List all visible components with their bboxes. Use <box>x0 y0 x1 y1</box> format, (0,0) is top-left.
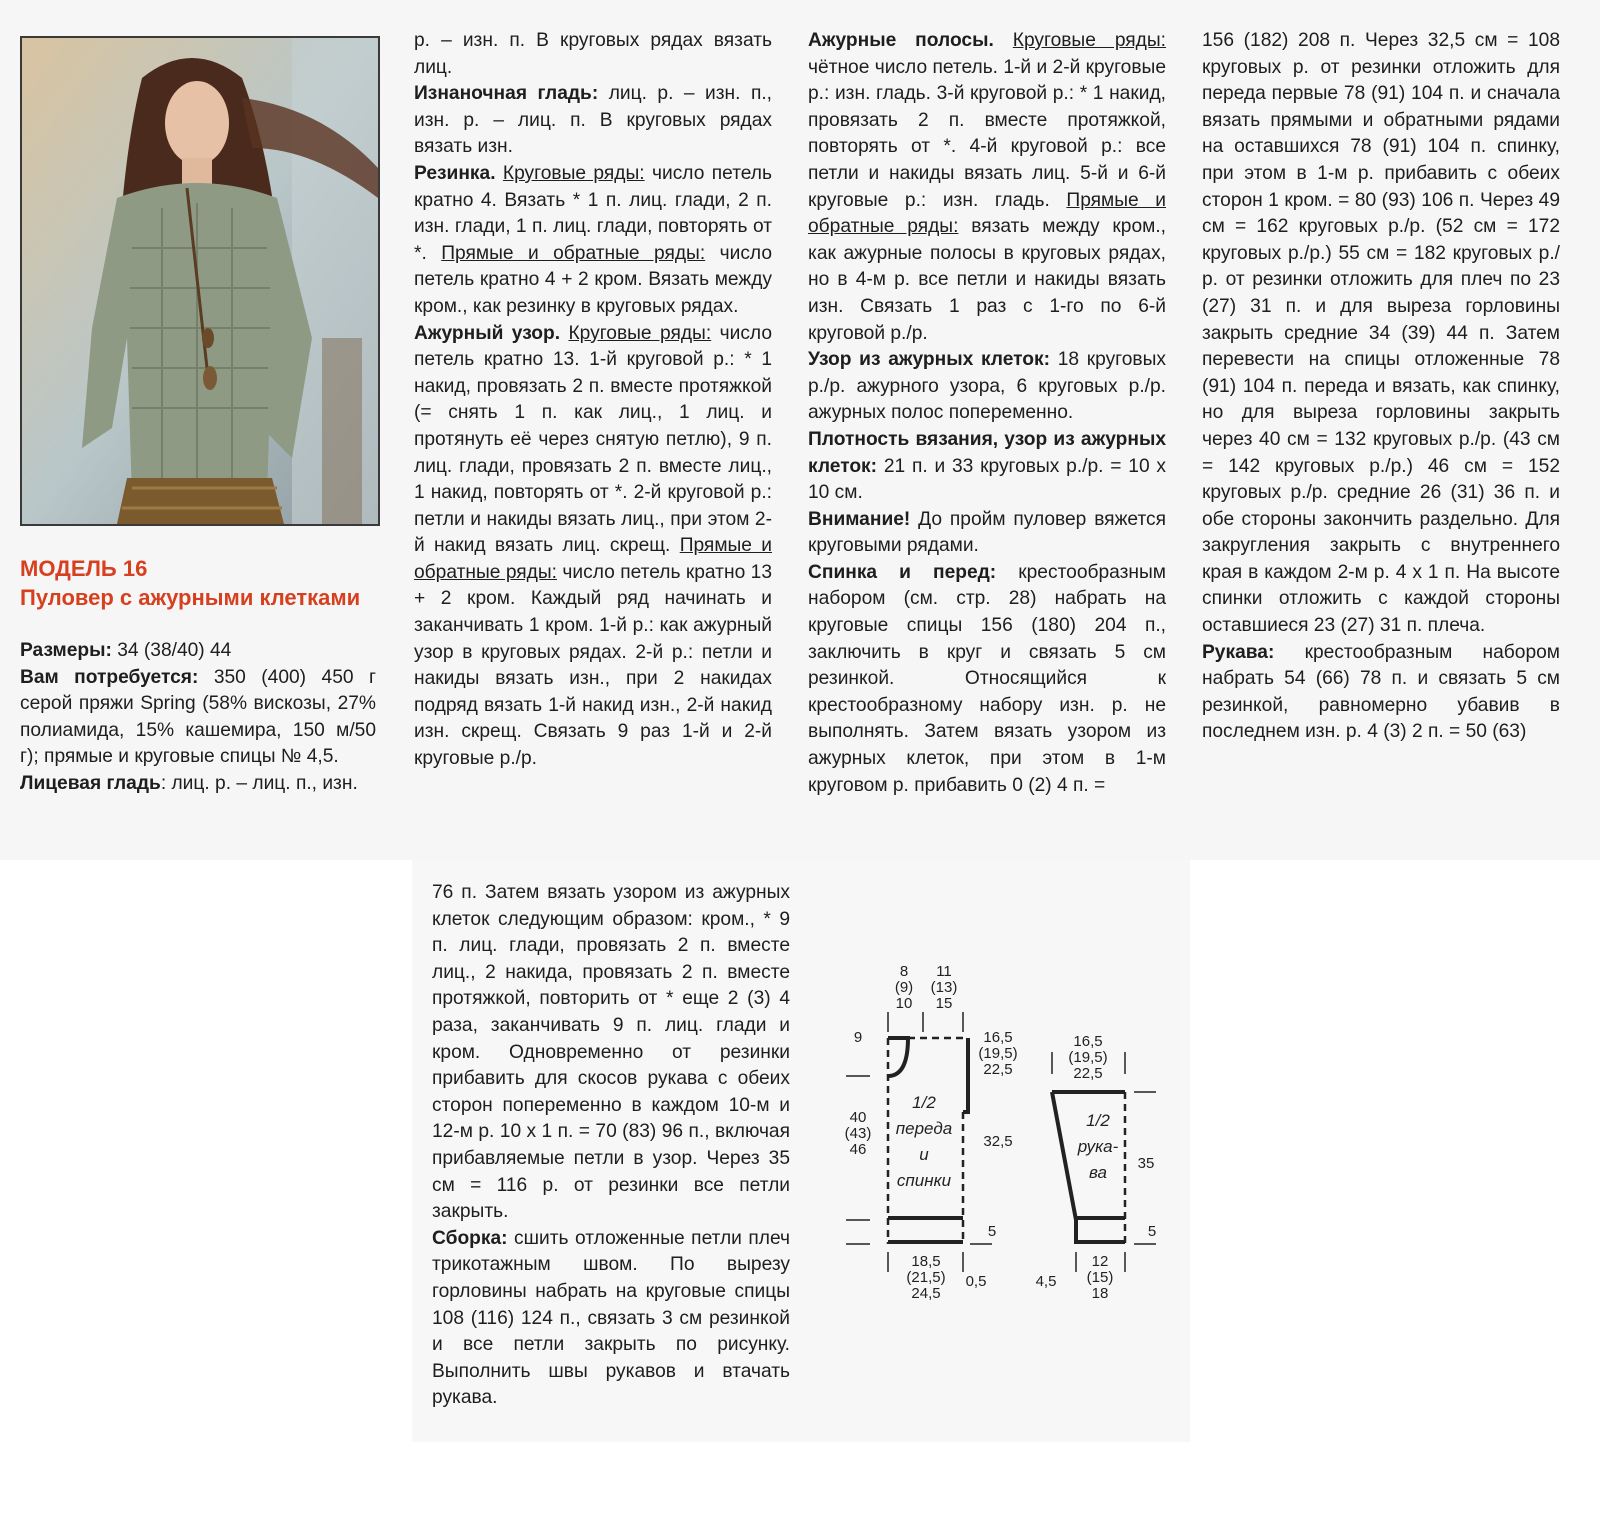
sleeves-label: Рукава: <box>1202 641 1275 663</box>
sleeves-paragraph <box>1202 640 1560 746</box>
sleeve-label-line-2: рука- <box>1077 1137 1119 1156</box>
body-label-line-2: переда <box>895 1119 953 1138</box>
rib-rounds-label: Круговые ряды: <box>502 162 645 184</box>
lace-paragraph <box>414 321 772 773</box>
dim-body-height-2: (43) <box>844 1125 872 1142</box>
dim-sleeve-top-1: 16,5 <box>1073 1033 1103 1050</box>
dim-neck-3: 15 <box>935 995 953 1012</box>
attention-paragraph <box>808 507 1166 560</box>
assembly-label: Сборка: <box>432 1227 508 1249</box>
body-label <box>896 1093 952 1190</box>
rib-paragraph <box>414 161 772 321</box>
dim-armhole-2: (19,5) <box>978 1045 1018 1062</box>
reverse-value: лиц. р. – изн. п., изн. р. – лиц. п. В круговых рядах вязать изн. <box>414 83 772 158</box>
column-3 <box>808 28 1166 799</box>
column-2 <box>414 28 772 773</box>
stockinette-value: : лиц. р. – лиц. п., изн. <box>160 772 358 794</box>
stockinette-paragraph <box>20 771 376 798</box>
sizes-paragraph <box>20 638 376 665</box>
sleeve-label <box>1077 1111 1119 1182</box>
dim-sleeve-top-2: (19,5) <box>1068 1049 1108 1066</box>
pattern-schematic <box>820 962 1200 1342</box>
dim-shoulder-3: 10 <box>895 995 913 1012</box>
dim-shoulder-1: 8 <box>899 963 909 980</box>
dim-sleeve-bottom-2: (15) <box>1086 1269 1114 1286</box>
body-label-line-1: 1/2 <box>912 1093 936 1112</box>
stripes-rows-text: вязать между кром., как ажурные полосы в круговых рядах, но в 4-м р. все петли и накиды вязать изн. Связать 1 раз с 1-го по 6-й круговой р./р. <box>808 216 1166 344</box>
body-label-line-3: и <box>919 1145 929 1164</box>
lace-rounds-text: число петель кратно 13. 1-й круговой р.: * 1 накид, провязать 2 п. вместе протяжкой (= снять 1 п. как лиц., 1 лиц. и протянуть её через снятую петлю), 9 п. лиц. глади, провязать 2 п. вместе лиц., 1 накид, повторять от *. 2-й круговой р.: петли и накиды вязать лиц., при этом 2-й накид вязать лиц. скрещ. <box>414 322 772 557</box>
dim-sleeve-offset: 4,5 <box>1035 1273 1057 1290</box>
sleeves-value: крестообразным набором набрать 54 (66) 78 п. и связать 5 см резинкой, равномерно убавив в последнем изн. р. 4 (3) 2 п. = 50 (63) <box>1202 641 1560 743</box>
backfront-continued: 156 (182) 208 п. Через 32,5 см = 108 круговых р. от резинки отложить для переда первые 78 (91) 104 п. и сначала вязать прямыми и обратными рядами на оставшихся 78 (91) 104 п. спинку, при этом в 1-м р. прибавить с обеих сторон 1 кром. = 80 (93) 106 п. Через 49 см = 162 круговых р./р. (52 см = 172 круговых р./р.) 55 см = 182 круговых р./р. от резинки отложить для плеч по 23 (27) 31 п. и для выреза горловины закрыть средние 34 (39) 44 п. Затем перевести на спицы отложенные 78 (91) 104 п. переда и вязать, как спинку, но для выреза горловины закрыть через 40 см = 132 круговых р./р. (43 см = 142 круговых р./р.) 46 см = 152 круговых р./р. средние 26 (31) 36 п. и обе стороны закончить раздельно. Для закругления закрыть с внутреннего края в каждом 2-м р. 4 х 1 п. На высоте спинки отложить с каждой стороны оставшиеся 23 (27) 31 п. плеча. <box>1202 30 1560 637</box>
rib-rounds-text: число петель кратно 4. Вязать * 1 п. лиц. глади, 2 п. изн. глади, 1 п. лиц. глади, повторять от *. <box>414 162 772 264</box>
materials-label: Вам потребуется: <box>20 666 199 688</box>
dim-body-width-1: 18,5 <box>911 1253 941 1270</box>
sleeve-label-line-1: 1/2 <box>1086 1111 1110 1130</box>
reverse-paragraph <box>414 81 772 161</box>
lace-rows-label: Прямые и обратные ряды: <box>414 535 772 583</box>
stripes-label: Ажурные полосы. <box>808 30 994 51</box>
dim-body-height-1: 40 <box>849 1109 867 1126</box>
dim-body-offset: 0,5 <box>965 1273 987 1290</box>
rib-rows-text: число петель кратно 4 + 2 кром. Вязать между кром., как резинку в круговых рядах. <box>414 242 773 317</box>
cells-label: Узор из ажурных клеток: <box>808 349 1050 371</box>
assembly-value: сшить отложенные петли плеч трикотажным швом. По вырезу горловины набрать на круговые спицы 108 (116) 124 п., связать 3 см резинкой и все петли закрыть по рисунку. Выполнить швы рукавов и втачать рукава. <box>432 1227 790 1409</box>
dim-sleeve-height: 35 <box>1137 1155 1155 1172</box>
column-1 <box>20 638 376 798</box>
model-photo <box>20 36 380 526</box>
backfront-label: Спинка и перед: <box>808 561 997 583</box>
gauge-value: 21 п. и 33 круговых р./р. = 10 х 10 см. <box>808 455 1166 504</box>
dim-neck-2: (13) <box>930 979 958 996</box>
stockinette-label: Лицевая гладь <box>20 772 161 794</box>
materials-value: 350 (400) 450 г серой пряжи Spring (58% вискозы, 27% полиамида, 15% кашемира, 150 м/50 г); прямые и круговые спицы № 4,5. <box>20 666 376 768</box>
dim-sleeve-rib: 5 <box>1147 1223 1157 1240</box>
dim-armhole-3: 22,5 <box>983 1061 1013 1078</box>
lace-rows-text: число петель кратно 13 + 2 кром. Каждый ряд начинать и заканчивать 1 кром. 1-й р.: как ажурный узор в круговых рядах. 2-й р.: петли и накиды вязать изн., при 2 накидах подряд вязать 1-й накид изн., 2-й накид изн. скрещ. Связать 9 раз 1-й и 2-й круговые р./р. <box>414 561 772 770</box>
dim-sleeve-bottom-1: 12 <box>1091 1253 1109 1270</box>
dim-sleeve-top-3: 22,5 <box>1073 1065 1103 1082</box>
stripes-paragraph <box>808 28 1166 347</box>
stripes-rounds-text: чётное число петель. 1-й и 2-й круговые р.: изн. гладь. 3-й круговой р.: * 1 накид, провязать 2 п. вместе протяжкой, повторять от *. 4-й круговой р.: все петли и накиды вязать лиц. 5-й и 6-й круговые р.: изн. гладь. <box>808 56 1166 211</box>
body-piece <box>846 1012 992 1272</box>
model-number: МОДЕЛЬ 16 <box>20 556 148 581</box>
reverse-label: Изнаночная гладь: <box>414 83 599 105</box>
assembly-paragraph <box>432 1226 790 1412</box>
column-5 <box>432 880 790 1412</box>
sizes-label: Размеры: <box>20 640 112 661</box>
dim-body-height-3: 46 <box>849 1141 867 1158</box>
sleeves-continued: 76 п. Затем вязать узором из ажурных клеток следующим образом: кром., * 9 п. лиц. глади, провязать 2 п. вместе лиц., 2 накида, провязать 2 п. вместе протяжкой, повторить от * еще 2 (3) 4 раза, заканчивать 9 п. лиц. глади и кром. Одновременно от резинки прибавить для скосов рукава с обеих сторон попеременно в каждом 10-м и 12-м р. 10 х 1 п. = 70 (83) 96 п., включая прибавляемые петли в узор. Через 35 см = 116 р. от резинки все петли закрыть. <box>432 882 790 1223</box>
model-title: Пуловер с ажурными клетками <box>20 585 361 610</box>
dim-body-width-3: 24,5 <box>911 1285 941 1302</box>
dim-body-width-2: (21,5) <box>906 1269 946 1286</box>
lace-label: Ажурный узор. <box>414 322 561 344</box>
gauge-label: Плотность вязания, узор из ажурных клеток: <box>808 428 1166 477</box>
dim-neck-1: 11 <box>936 963 952 980</box>
backfront-paragraph <box>808 560 1166 799</box>
body-label-line-4: спинки <box>896 1171 952 1190</box>
rib-label: Резинка. <box>414 162 496 184</box>
cells-value: 18 круговых р./р. ажурного узора, 6 круговых р./р. ажурных полос попеременно. <box>808 349 1166 424</box>
dim-body-rib: 5 <box>987 1223 997 1240</box>
stripes-rounds-label: Круговые ряды: <box>1012 30 1166 51</box>
attention-label: Внимание! <box>808 508 911 530</box>
gauge-paragraph <box>808 427 1166 507</box>
backfront-value: крестообразным набором (см. стр. 28) набрать на круговые спицы 156 (180) 204 п., заключить в круг и связать 5 см резинкой. Относящийся к крестообразному набору изн. р. не выполнять. Затем вязать узором из ажурных клеток, при этом в 1-м круговом р. прибавить 0 (2) 4 п. = <box>808 561 1166 796</box>
dim-body-side: 32,5 <box>983 1133 1013 1150</box>
materials-paragraph <box>20 665 376 771</box>
stockinette-continued: р. – изн. п. В круговых рядах вязать лиц. <box>414 30 772 78</box>
cells-paragraph <box>808 347 1166 427</box>
attention-value: До пройм пуловер вяжется круговыми рядами. <box>808 508 1166 557</box>
sizes-value: 34 (38/40) 44 <box>111 640 232 661</box>
stripes-rows-label: Прямые и обратные ряды: <box>808 189 1166 238</box>
dim-neck-depth: 9 <box>853 1029 863 1046</box>
dim-sleeve-bottom-3: 18 <box>1091 1285 1109 1302</box>
column-4 <box>1202 28 1560 746</box>
sleeve-label-line-3: ва <box>1089 1163 1107 1182</box>
lace-rounds-label: Круговые ряды: <box>568 322 712 344</box>
dim-armhole-1: 16,5 <box>983 1029 1013 1046</box>
rib-rows-label: Прямые и обратные ряды: <box>441 242 706 264</box>
dim-shoulder-2: (9) <box>894 979 914 996</box>
